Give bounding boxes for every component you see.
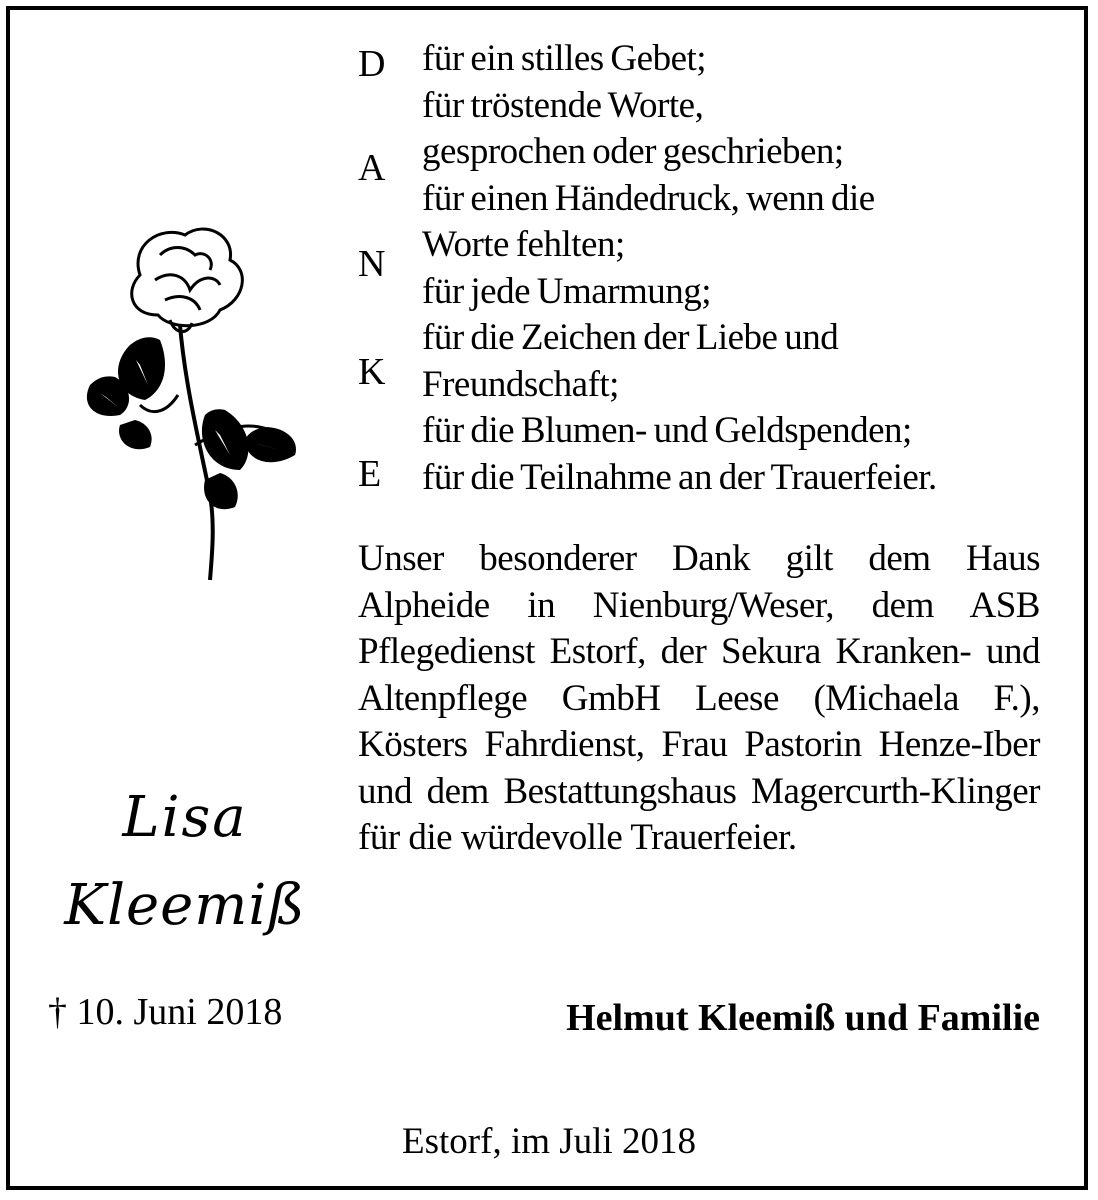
rose-icon bbox=[70, 215, 310, 585]
danke-letter: K bbox=[358, 351, 386, 393]
danke-lines bbox=[422, 36, 937, 501]
danke-line: für tröstende Worte, bbox=[422, 84, 704, 126]
danke-line: für jede Umarmung; bbox=[422, 270, 712, 312]
death-date: † 10. Juni 2018 bbox=[48, 991, 283, 1033]
danke-line: Freundschaft; bbox=[422, 363, 619, 405]
signature: Helmut Kleemiß und Familie bbox=[566, 997, 1040, 1039]
danke-line: für die Blumen- und Geldspenden; bbox=[422, 410, 912, 451]
danke-line: für die Zeichen der Liebe und bbox=[422, 317, 839, 358]
danke-letter: A bbox=[358, 147, 386, 189]
danke-line: für die Teilnahme an der Trauerfeier. bbox=[422, 456, 937, 498]
danke-line: für ein stilles Gebet; bbox=[422, 38, 707, 79]
place-date: Estorf, im Juli 2018 bbox=[402, 1121, 696, 1162]
deceased-last-name: Kleemiß bbox=[64, 873, 306, 938]
danke-line: für einen Händedruck, wenn die bbox=[422, 177, 875, 219]
danke-line: gesprochen oder geschrieben; bbox=[422, 131, 844, 172]
danke-line: Worte fehlten; bbox=[422, 224, 625, 265]
danke-letter: N bbox=[358, 243, 386, 285]
thanks-paragraph: Unser besonderer Dank gilt dem Haus Alpheide in Nienburg/Weser, dem ASB Pflegedienst Estorf, der Sekura Kranken- und Altenpflege GmbH Leese (Michaela F.), Kösters Fahrdienst, Frau Pastorin Henze-Iber und dem Bestattungshaus Magercurth-Klinger für die würdevolle Trauerfeier. bbox=[358, 538, 1040, 858]
danke-letter: E bbox=[358, 453, 382, 495]
deceased-first-name: Lisa bbox=[122, 785, 248, 850]
danke-letter: D bbox=[358, 43, 386, 85]
